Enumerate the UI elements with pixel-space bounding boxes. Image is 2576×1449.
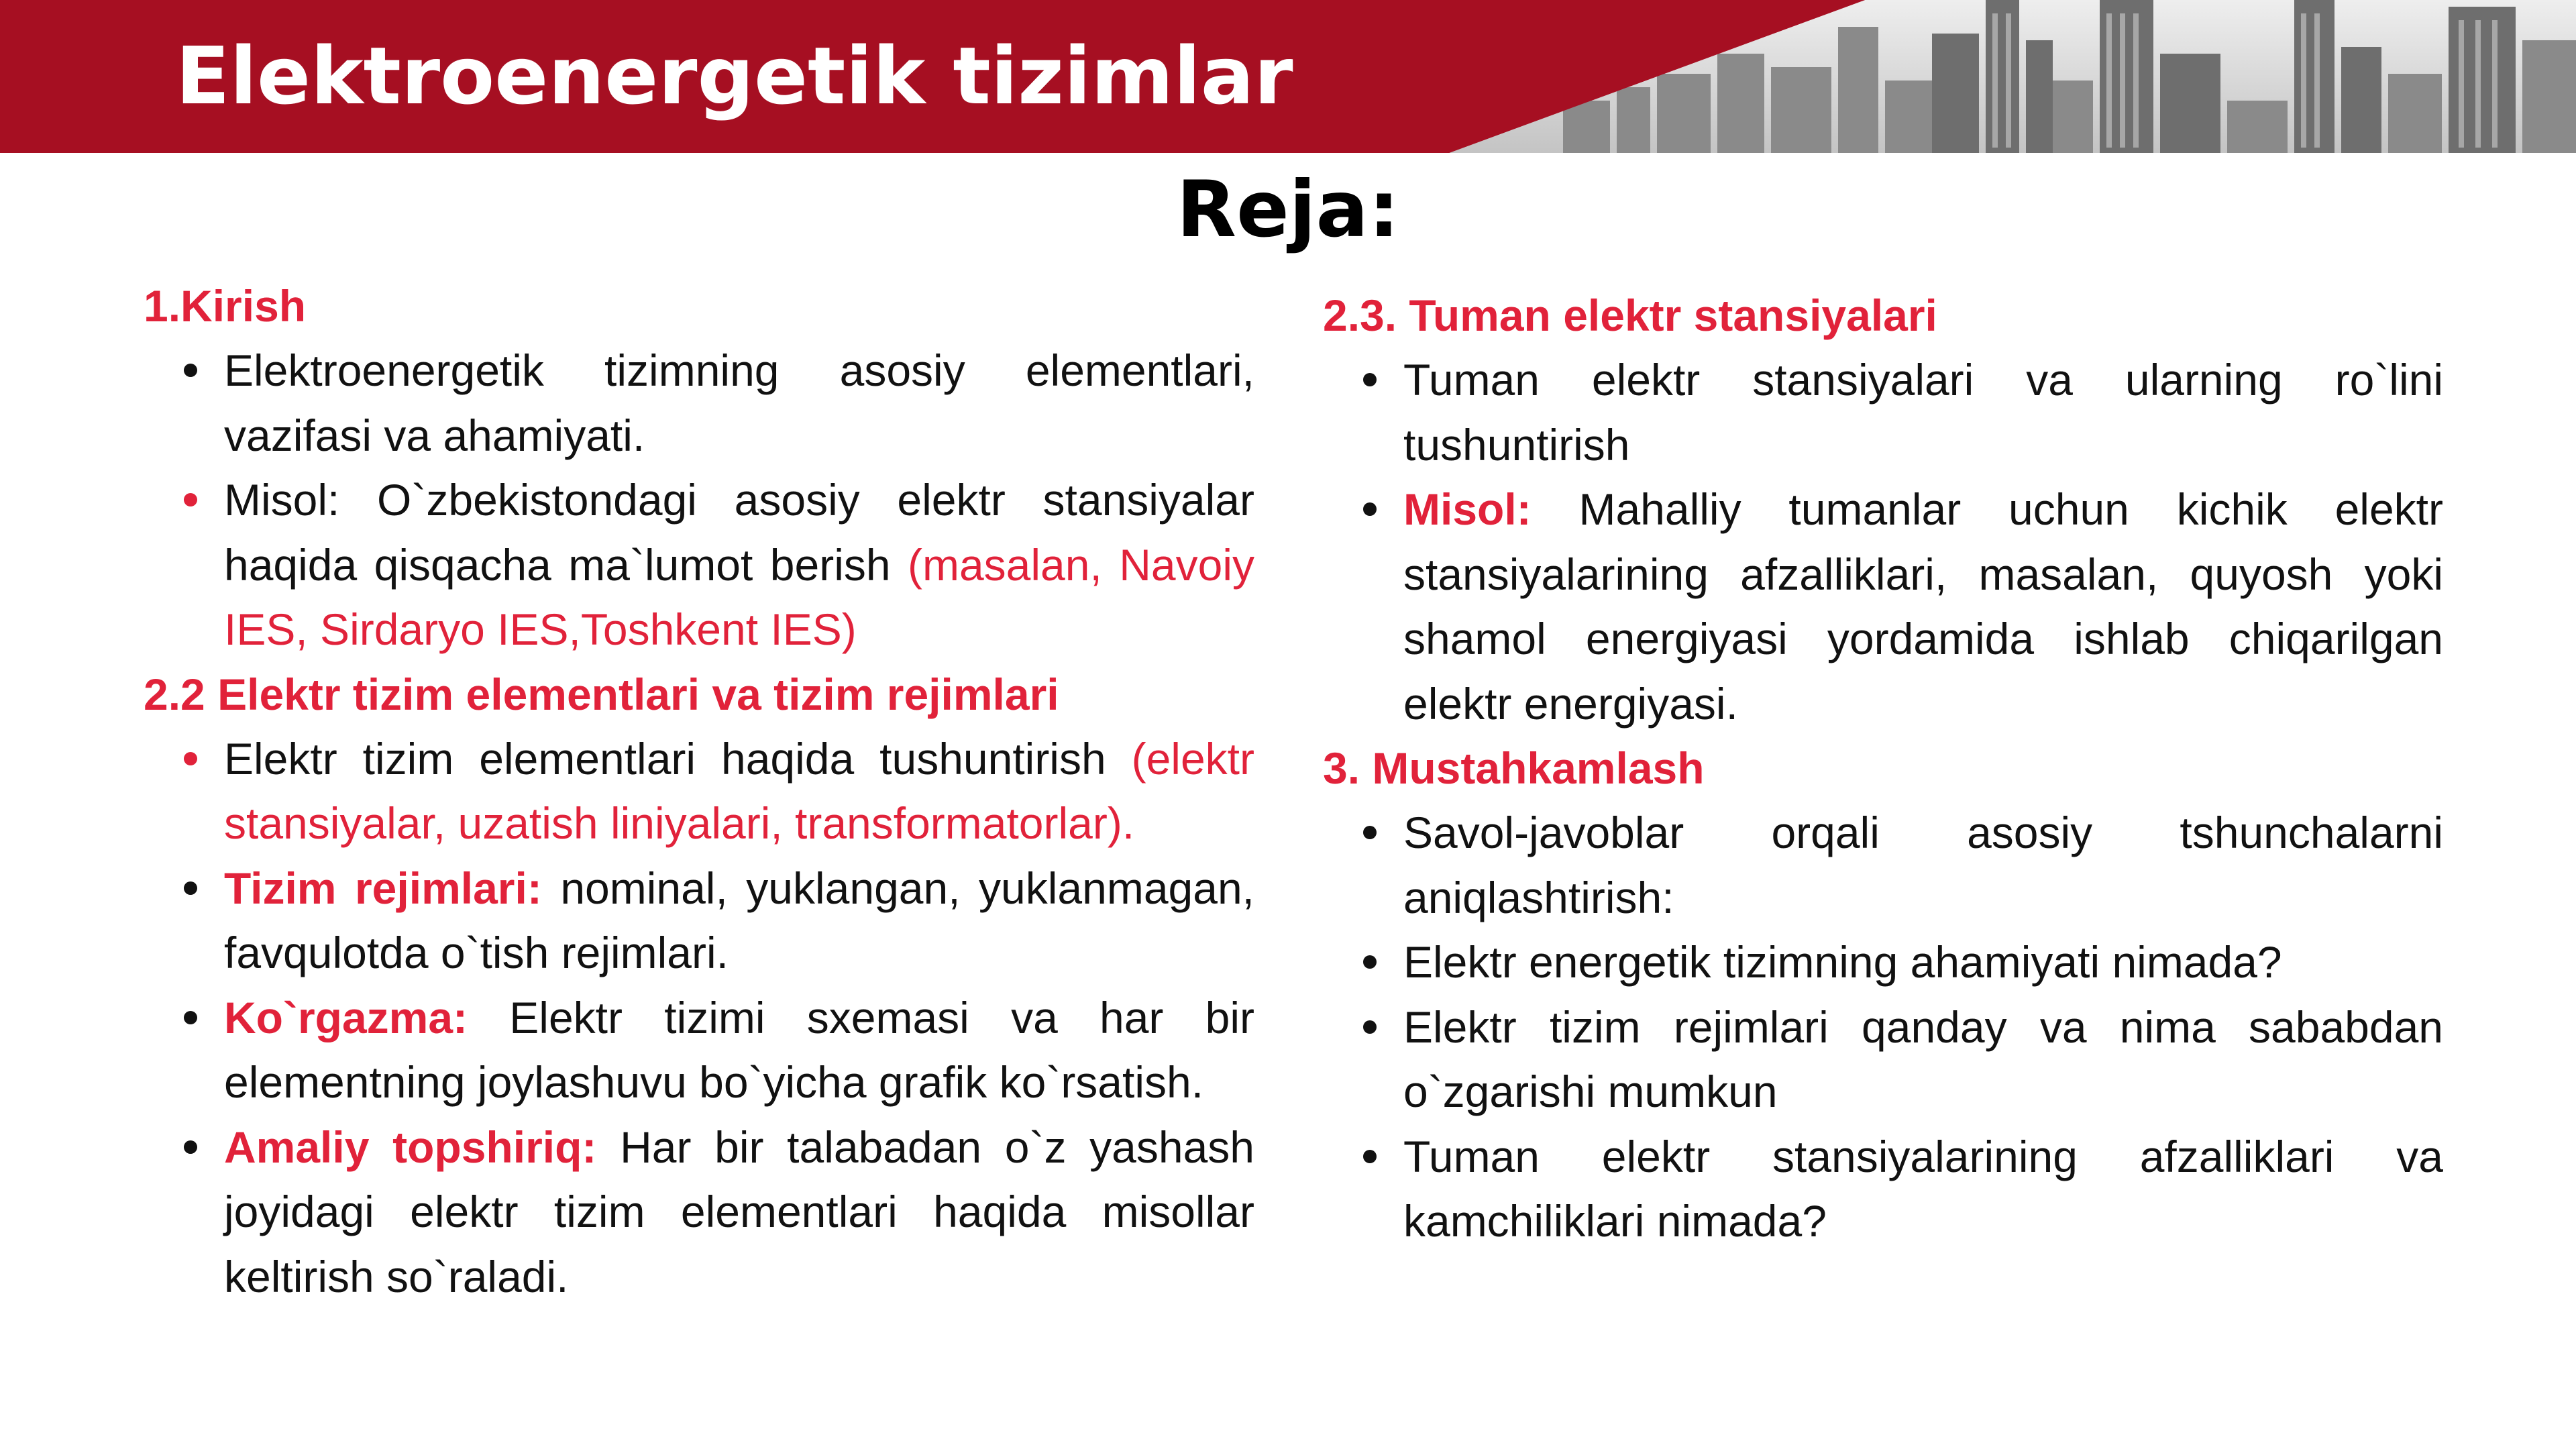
section-heading-elements: 2.2 Elektr tizim elementlari va tizim rejimlari <box>144 669 1059 719</box>
kirish-list <box>144 338 1254 662</box>
example-note: (masalan, Navoiy IES, Sirdaryo IES,Toshkent IES) <box>224 539 1254 654</box>
section-heading-mustahkamlash: 3. Mustahkamlash <box>1323 743 1705 793</box>
list-item: Tuman elektr stansiyalari va ularning ro`lini tushuntirish <box>1323 347 2443 477</box>
header-banner <box>0 0 2576 153</box>
list-item: Amaliy topshiriq: Har bir talabadan o`z yashash joyidagi elektr tizim elementlari haqida misollar keltirish so`raladi. <box>144 1115 1254 1309</box>
item-label: Tizim rejimlari: <box>224 863 542 913</box>
item-label: Amaliy topshiriq: <box>224 1122 597 1172</box>
section-heading-tuman: 2.3. Tuman elektr stansiyalari <box>1323 290 1937 340</box>
elements-list <box>144 727 1254 1309</box>
left-column <box>144 274 1254 1309</box>
list-item: Elektr tizim rejimlari qanday va nima sababdan o`zgarishi mumkun <box>1323 995 2443 1124</box>
tuman-list <box>1323 347 2443 736</box>
list-item: Savol-javoblar orqali asosiy tshunchalarni aniqlashtirish: <box>1323 800 2443 930</box>
plan-title: Reja: <box>1176 164 1400 255</box>
list-item: Elektr energetik tizimning ahamiyati nimada? <box>1323 930 2443 995</box>
list-item: Misol: Mahalliy tumanlar uchun kichik elektr stansiyalarining afzalliklari, masalan, quyosh yoki shamol energiyasi yordamida ishlab chiqarilgan elektr energiyasi. <box>1323 477 2443 736</box>
list-item: Elektroenergetik tizimning asosiy elementlari, vazifasi va ahamiyati. <box>144 338 1254 468</box>
app-title: Elektroenergetik tizimlar <box>176 30 1293 122</box>
item-label: Misol: <box>1403 484 1532 534</box>
list-item: Elektr tizim elementlari haqida tushuntirish (elektr stansiyalar, uzatish liniyalari, transformatorlar). <box>144 727 1254 856</box>
list-item: Tuman elektr stansiyalarining afzalliklari va kamchiliklari nimada? <box>1323 1124 2443 1254</box>
list-item: Misol: O`zbekistondagi asosiy elektr stansiyalar haqida qisqacha ma`lumot berish (masalan, Navoiy IES, Sirdaryo IES,Toshkent IES) <box>144 468 1254 662</box>
list-item: Ko`rgazma: Elektr tizimi sxemasi va har bir elementning joylashuvu bo`yicha grafik ko`rsatish. <box>144 985 1254 1115</box>
section-heading-kirish: 1.Kirish <box>144 281 307 331</box>
right-column <box>1323 283 2443 1254</box>
mustahkamlash-list <box>1323 800 2443 1254</box>
item-label: Ko`rgazma: <box>224 992 468 1042</box>
example-note: (elektr stansiyalar, uzatish liniyalari, transformatorlar). <box>224 733 1254 848</box>
list-item: Tizim rejimlari: nominal, yuklangan, yuklanmagan, favqulotda o`tish rejimlari. <box>144 856 1254 985</box>
